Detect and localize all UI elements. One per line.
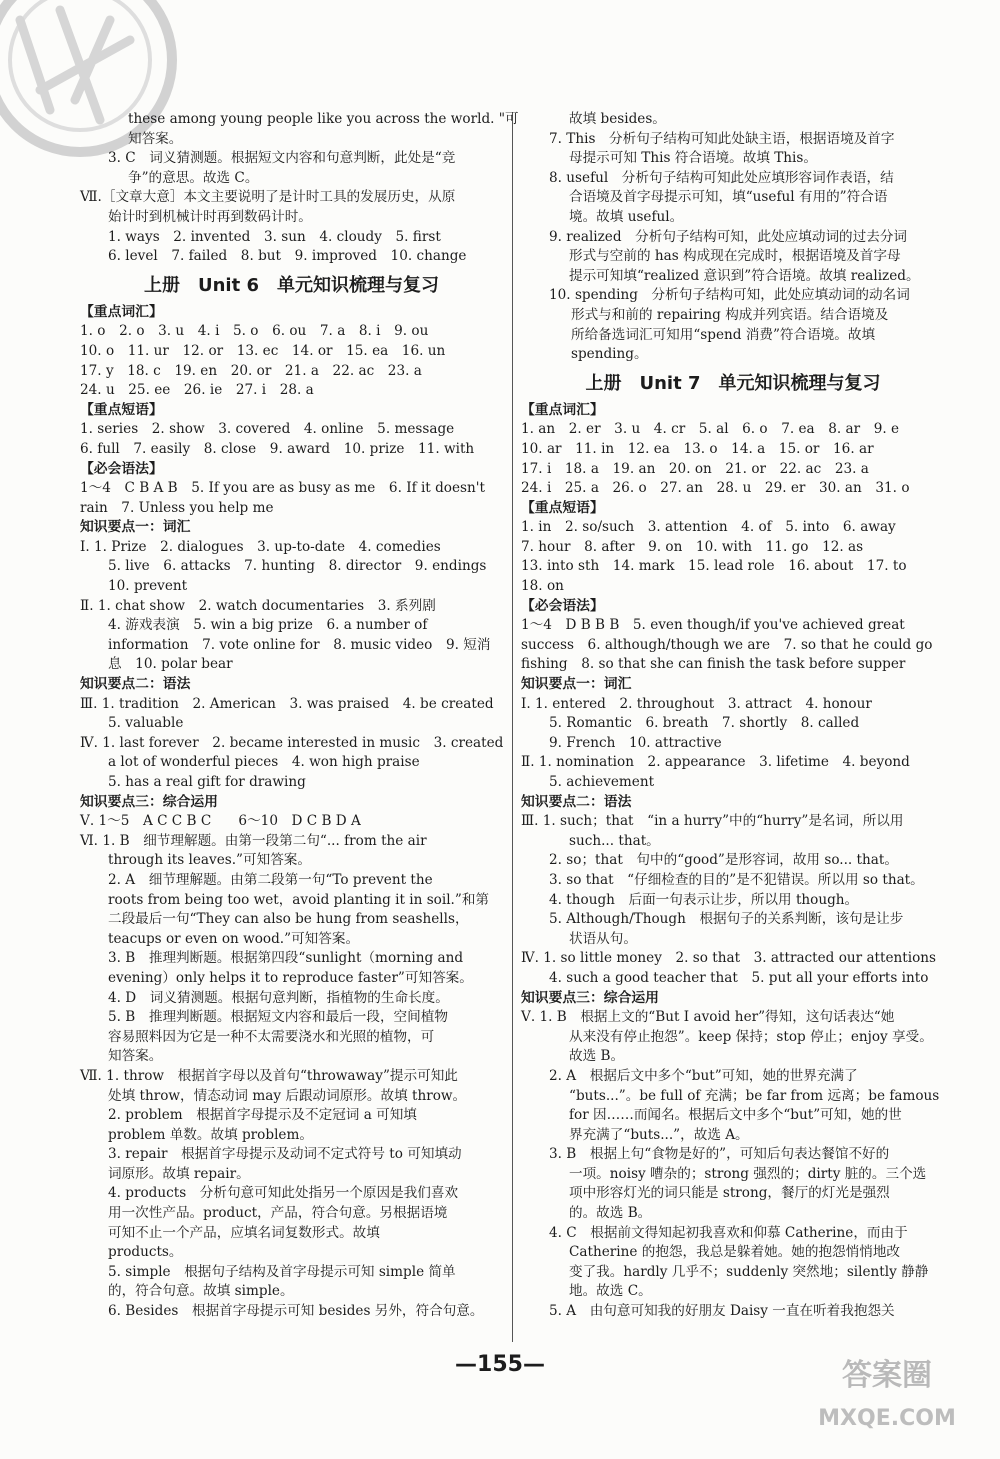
text-line: 容易照料因为它是一种不太需要浇水和光照的植物，可 (108, 1028, 435, 1045)
text-line: 母提示可知 This 符合语境。故填 This。 (569, 150, 817, 167)
text-line: 争”的意思。故选 C。 (128, 169, 259, 186)
text-line: 18. on (521, 578, 564, 595)
text-line: 提示可知填“realized 意识到”符合语境。故填 realized。 (569, 267, 920, 284)
text-line: information 7. vote online for 8. music video 9. 短消 (108, 636, 491, 653)
text-line: Ⅲ. 1. tradition 2. American 3. was praised 4. be created (80, 695, 494, 712)
text-line: Catherine 的抱怨，我总是躲着她。她的抱怨悄悄地改 (569, 1244, 901, 1261)
text-line: 1～4 D B B B 5. even though/if you've achieved great (521, 617, 905, 634)
text-line: 10. prevent (108, 578, 188, 595)
text-line: 可知不止一个产品，应填名词复数形式。故填 (108, 1224, 380, 1241)
text-line: problem 单数。故填 problem。 (108, 1126, 313, 1143)
text-line: 5. valuable (108, 715, 184, 732)
text-line: 24. u 25. ee 26. ie 27. i 28. a (80, 382, 314, 399)
right-top-block (521, 110, 945, 365)
section-heading: 【重点短语】 (521, 499, 604, 516)
text-line: 2. A 根据后文中多个“but”可知，她的世界充满了 (549, 1067, 858, 1084)
text-line: 用一次性产品。product，产品，符合句意。另根据语境 (108, 1205, 448, 1222)
text-line: 所给备选词汇可知用“spend 消费”符合语境。故填 (571, 326, 876, 343)
text-line: 地。故选 C。 (569, 1283, 652, 1300)
text-line: 形式与空前的 has 构成现在完成时，根据语境及首字母 (569, 248, 901, 265)
text-line: 24. i 25. a 26. o 27. an 28. u 29. er 30. an 31. o (521, 480, 910, 497)
text-line: 息 10. polar bear (108, 656, 233, 673)
text-line: Ⅵ. 1. B 细节理解题。由第一段第二句“... from the air (80, 832, 427, 849)
text-line: 故选 B。 (569, 1048, 625, 1065)
text-line: 6. level 7. failed 8. but 9. improved 10. change (108, 248, 467, 265)
text-line: 5. Although/Though 根据句子的关系判断，该句是让步 (549, 911, 904, 928)
text-line: 3. repair 根据首字母提示及动词不定式符号 to 可知填动 (108, 1146, 462, 1163)
text-line: 的，符合句意。故填 simple。 (108, 1283, 294, 1300)
text-line: roots from being too wet，avoid planting it in soil.”和第 (108, 891, 490, 908)
text-line: 3. C 词义猜测题。根据短文内容和句意判断，此处是“竞 (108, 150, 456, 167)
right-column (521, 110, 945, 1322)
text-line: Ⅱ. 1. chat show 2. watch documentaries 3. 系列剧 (80, 597, 436, 614)
text-line: 10. o 11. ur 12. or 13. ec 14. or 15. ea 16. un (80, 342, 446, 359)
text-line: Ⅴ. 1～5 A C C B C 6～10 D C B D A (80, 813, 361, 830)
text-line: success 6. although/though we are 7. so that he could go (521, 636, 933, 653)
text-line: 4. 游戏表演 5. win a big prize 6. a number of (108, 617, 428, 634)
section-heading: 【必会语法】 (80, 460, 163, 477)
text-line: 9. realized 分析句子结构可知，此处应填动词的过去分词 (549, 228, 908, 245)
section-heading: 知识要点三：综合运用 (521, 989, 659, 1006)
column-divider (512, 112, 513, 1342)
left-top-block (80, 110, 519, 267)
text-line: 始计时到机械计时再到数码计时。 (108, 208, 312, 225)
text-line: 知答案。 (128, 130, 183, 147)
text-line: 4. such a good teacher that 5. put all your efforts into (549, 969, 929, 986)
text-line: 界充满了“buts...”，故选 A。 (569, 1126, 749, 1143)
text-line: 状语从句。 (569, 930, 637, 947)
section-heading: 【重点词汇】 (521, 401, 604, 418)
text-line: 8. useful 分析句子结构可知此处应填形容词作表语，结 (549, 169, 894, 186)
text-line: 变了我。hardly 几乎不；suddenly 突然地；silently 静静 (569, 1263, 929, 1280)
text-line: 10. spending 分析句子结构可知，此处应填动词的动名词 (549, 287, 910, 304)
text-line: 1. an 2. er 3. u 4. cr 5. al 6. o 7. ea 8. ar 9. e (521, 421, 900, 438)
text-line: fishing 8. so that she can finish the task before supper (521, 656, 906, 673)
site-watermark (792, 1337, 982, 1447)
text-line: 5. achievement (549, 774, 655, 790)
section-heading: 【必会语法】 (521, 597, 604, 614)
text-line: 形式与和前的 repairing 构成并列宾语。结合语境及 (571, 306, 889, 323)
section-heading: 知识要点二：语法 (521, 793, 632, 810)
text-line: 3. B 推理判断题。根据第四段“sunlight（morning and (108, 950, 464, 967)
text-line: 10. ar 11. in 12. ea 13. o 14. a 15. or 16. ar (521, 440, 874, 457)
text-line: Ⅶ. 1. throw 根据首字母以及首句“throwaway”提示可知此 (80, 1067, 458, 1084)
text-line: Ⅳ. 1. so little money 2. so that 3. attracted our attentions (521, 950, 937, 967)
text-line: 1. ways 2. invented 3. sun 4. cloudy 5. first (108, 228, 441, 245)
text-line: teacups or even on wood.”可知答案。 (108, 930, 360, 947)
text-line: 合语境及首字母提示可知，填“useful 有用的”符合语 (569, 189, 888, 206)
section-heading: 知识要点一：词汇 (521, 676, 632, 693)
text-line: 17. i 18. a 19. an 20. on 21. or 22. ac 23. a (521, 460, 869, 477)
text-line: 2. so；that 句中的“good”是形容词，故用 so... that。 (549, 852, 898, 869)
text-line: 5. Romantic 6. breath 7. shortly 8. called (549, 715, 860, 732)
text-line: 9. French 10. attractive (549, 734, 722, 751)
text-line: 3. B 根据上句“食物是好的”，可知后句表达餐馆不好的 (549, 1146, 890, 1163)
text-line: 词原形。故填 repair。 (108, 1165, 250, 1182)
text-line: 7. hour 8. after 9. on 10. with 11. go 12. as (521, 538, 864, 555)
text-line: 项中形容灯光的词只能是 strong，餐厅的灯光是强烈 (569, 1185, 890, 1202)
text-line: 4. D 词义猜测题。根据句意判断，指植物的生命长度。 (108, 989, 449, 1006)
text-line: Ⅱ. 1. nomination 2. appearance 3. lifetime 4. beyond (521, 754, 910, 771)
watermark-line2: MXQE.COM (818, 1406, 956, 1431)
text-line: 1～4 C B A B 5. If you are as busy as me 6. If it doesn't (80, 480, 485, 497)
text-line: 处填 throw，情态动词 may 后跟动词原形。故填 throw。 (108, 1087, 467, 1104)
text-line: 2. A 细节理解题。由第二段第一句“To prevent the (108, 871, 433, 888)
text-line: 境。故填 useful。 (569, 208, 684, 225)
text-line: 7. This 分析句子结构可知此处缺主语，根据语境及首字 (549, 130, 895, 147)
text-line: 5. B 推理判断题。根据短文内容和最后一段，空间植物 (108, 1009, 448, 1026)
section-heading: 【重点词汇】 (80, 303, 163, 320)
section-heading: 知识要点一：词汇 (80, 519, 191, 536)
unit7-content (521, 401, 945, 1322)
section-heading: 知识要点二：语法 (80, 676, 191, 693)
section-heading: 知识要点三：综合运用 (80, 793, 218, 810)
text-line: 1. in 2. so/such 3. attention 4. of 5. into 6. away (521, 519, 896, 536)
text-line: Ⅳ. 1. last forever 2. became interested in music 3. created (80, 734, 504, 751)
section-heading: 【重点短语】 (80, 401, 163, 418)
text-line: for 因……而闻名。根据后文中多个“but”可知，她的世 (569, 1107, 902, 1124)
text-line: 5. A 由句意可知我的好朋友 Daisy 一直在听着我抱怨关 (549, 1303, 895, 1320)
text-line: 6. Besides 根据首字母提示可知 besides 另外，符合句意。 (108, 1303, 484, 1320)
text-line: 4. C 根据前文得知起初我喜欢和仰慕 Catherine，而由于 (549, 1224, 908, 1241)
left-column (80, 110, 519, 1322)
unit7-title: 上册 Unit 7 单元知识梳理与复习 (585, 372, 881, 394)
text-line: through its leaves.”可知答案。 (108, 852, 311, 869)
text-line: 故填 besides。 (569, 111, 666, 127)
text-line: 17. y 18. c 19. en 20. or 21. a 22. ac 23. a (80, 362, 422, 379)
text-line: “buts...”。be full of 充满；be far from 远离；be famous (569, 1087, 940, 1104)
text-line: 1. series 2. show 3. covered 4. online 5. message (80, 421, 455, 438)
text-line: 5. live 6. attacks 7. hunting 8. director 9. endings (108, 558, 487, 575)
text-line: products。 (108, 1244, 183, 1261)
text-line: these among young people like you across the world. "可 (128, 111, 519, 127)
unit6-title: 上册 Unit 6 单元知识梳理与复习 (144, 274, 439, 296)
text-line: 4. products 分析句意可知此处指另一个原因是我们喜欢 (108, 1185, 459, 1202)
page-number: —155— (455, 1352, 545, 1377)
watermark-line1: 答案圈 (842, 1358, 932, 1393)
text-line: Ⅴ. 1. B 根据上文的“But I avoid her”得知，这句话表达“她 (521, 1009, 895, 1026)
text-line: 5. simple 根据句子结构及首字母提示可知 simple 简单 (108, 1263, 456, 1280)
text-line: Ⅲ. 1. such；that “in a hurry”中的“hurry”是名词，所以用 (521, 813, 904, 830)
unit6-content (80, 303, 503, 1322)
text-line: 一项。noisy 嘈杂的；strong 强烈的；dirty 脏的。三个选 (569, 1165, 927, 1182)
text-line: spending。 (571, 346, 648, 363)
text-line: 3. so that “仔细检查的目的”是不犯错误。所以用 so that。 (549, 871, 924, 888)
text-line: 4. though 后面一句表示让步，所以用 though。 (549, 891, 859, 908)
text-line: 二段最后一句“They can also be hung from seashells， (108, 911, 469, 928)
text-line: evening）only helps it to reproduce faster”可知答案。 (108, 969, 473, 986)
text-line: rain 7. Unless you help me (80, 499, 274, 516)
text-line: Ⅶ.［文章大意］本文主要说明了是计时工具的发展历史，从原 (80, 189, 456, 206)
text-line: such... that。 (569, 832, 660, 849)
text-line: 从来没有停止抱怨”。keep 保持；stop 停止；enjoy 享受。 (569, 1028, 933, 1045)
text-line: Ⅰ. 1. Prize 2. dialogues 3. up-to-date 4. comedies (80, 538, 441, 555)
text-line: Ⅰ. 1. entered 2. throughout 3. attract 4. honour (521, 695, 872, 712)
text-line: 1. o 2. o 3. u 4. i 5. o 6. ou 7. a 8. i 9. ou (80, 323, 429, 340)
text-line: 6. full 7. easily 8. close 9. award 10. prize 11. with (80, 440, 475, 457)
text-line: a lot of wonderful pieces 4. won high praise (108, 754, 420, 771)
text-line: 13. into sth 14. mark 15. lead role 16. about 17. to (521, 558, 907, 575)
text-line: 的。故选 B。 (569, 1205, 652, 1222)
text-line: 2. problem 根据首字母提示及不定冠词 a 可知填 (108, 1107, 417, 1124)
text-line: 5. has a real gift for drawing (108, 774, 306, 790)
text-line: 知答案。 (108, 1048, 163, 1065)
